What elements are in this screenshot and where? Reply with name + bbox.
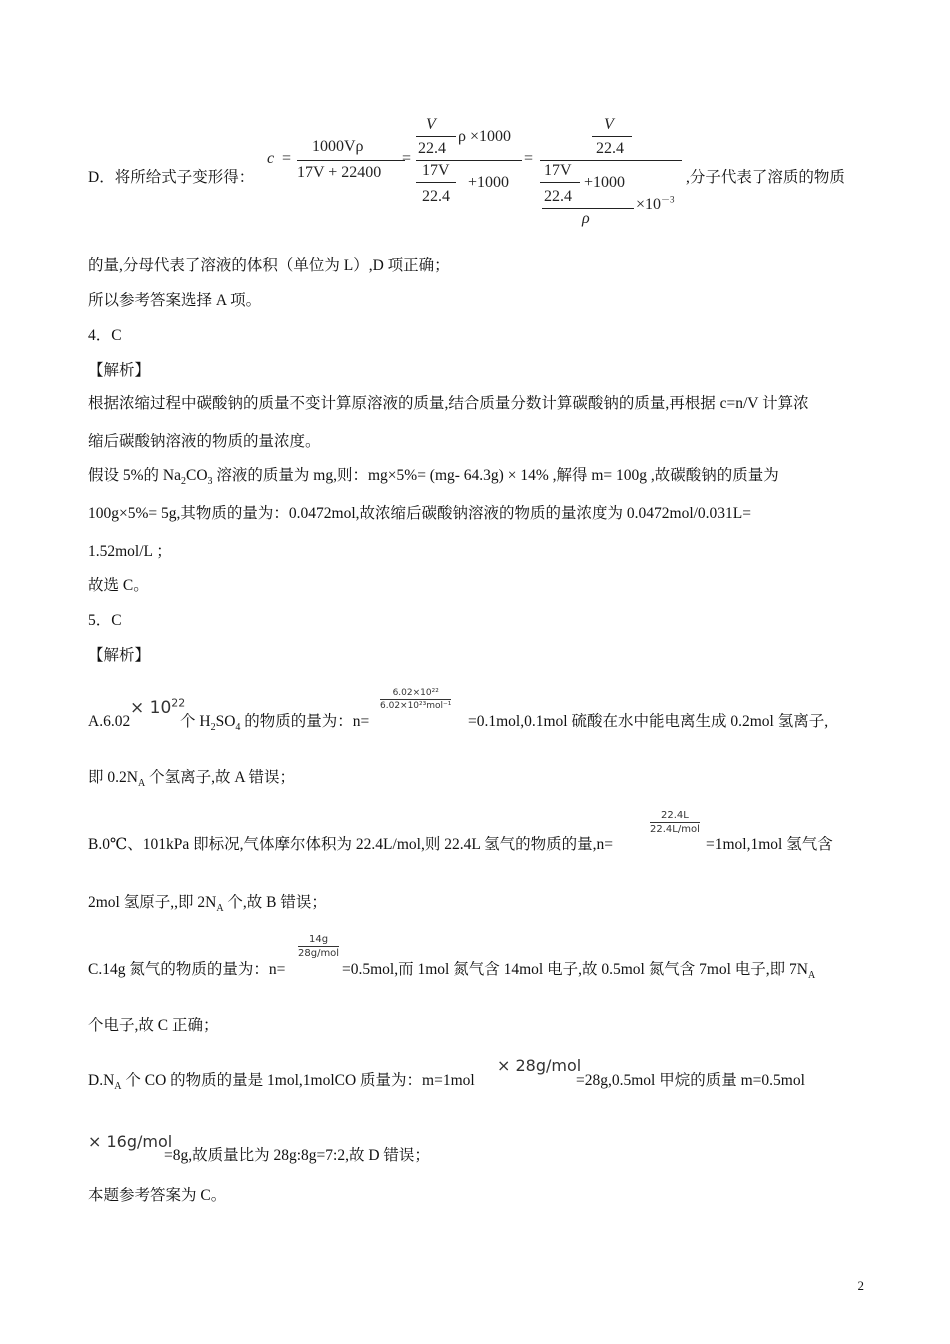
option-d2-line2: =8g,故质量比为 28g:8g=7:2,故 D 错误；: [164, 1147, 430, 1164]
option-d2-times: × 28g/mol: [497, 1056, 582, 1075]
q4-text: 100g×5%= 5g,其物质的量为：0.0472mol,故浓缩后碳酸钠溶液的物质的量浓度为 0.0472mol/0.031L=: [88, 505, 752, 522]
f3-den-rest: +1000: [584, 174, 626, 191]
option-a-text: 个 $H_2SO_4$ 的物质的量为：n=: [180, 713, 370, 734]
option-b-fraction: 22.4L 22.4L/mol: [650, 810, 700, 835]
option-d2-times2: × 16g/mol: [88, 1132, 173, 1151]
option-b-line2: 2mol 氢原子,,即 $2N_A$ 个,故 B 错误；: [88, 894, 327, 915]
f1-den: 17V + 22400: [297, 164, 382, 181]
f2-den-top: 17V: [422, 162, 450, 179]
formula-eq1: =: [282, 150, 292, 167]
f2-num-rest: ρ ×1000: [458, 128, 512, 145]
f2-num-bot: 22.4: [418, 140, 446, 157]
f2-num-top: V: [426, 116, 436, 133]
option-a-line2: 即 $0.2N_A$ 个氢离子,故 A 错误；: [88, 769, 296, 790]
answer-conclusion: 所以参考答案选择 A 项。: [88, 292, 262, 309]
option-d-continuation: 的量,分母代表了溶液的体积（单位为 L）,D 项正确；: [88, 257, 450, 274]
option-a-times10: × $10^{22}$: [130, 696, 186, 718]
formula-d: [262, 112, 684, 236]
option-c-result: =0.5mol,而 1mol 氮气含 14mol 电子,故 0.5mol 氮气含 7mol 电子,即 $7N_A$: [342, 961, 816, 982]
q5-answer: 5．C: [88, 612, 122, 629]
q4-text: 缩后碳酸钠溶液的物质的量浓度。: [88, 433, 321, 450]
formula-eq3: =: [524, 150, 534, 167]
option-b: B.0℃、101kPa 即标况,气体摩尔体积为 22.4L/mol,则 22.4L 氢气的物质的量,n=: [88, 836, 613, 853]
q4-text: 故选 C。: [88, 577, 149, 594]
option-d2-result: =28g,0.5mol 甲烷的质量 m=0.5mol: [576, 1072, 805, 1089]
f2-den-bot: 22.4: [422, 188, 450, 205]
q4-text: 根据浓缩过程中碳酸钠的质量不变计算原溶液的质量,结合质量分数计算碳酸钠的质量,再根据 c=n/V 计算浓: [88, 395, 809, 412]
option-a-result: =0.1mol,0.1mol 硫酸在水中能电离生成 0.2mol 氢离子,: [468, 713, 829, 730]
option-c-line2: 个电子,故 C 正确；: [88, 1017, 219, 1034]
option-d-suffix: ,分子代表了溶质的物质: [686, 169, 845, 186]
f2-den-rest: +1000: [468, 174, 510, 191]
formula-c: c: [267, 150, 275, 167]
final-answer: 本题参考答案为 C。: [88, 1187, 227, 1204]
option-c-fraction: 14g 28g/mol: [298, 934, 340, 959]
option-c: C.14g 氮气的物质的量为：n=: [88, 961, 286, 978]
f3-pow: $\times 10^{-3}$: [636, 194, 675, 213]
option-a: A.6.02: [88, 713, 131, 730]
f3-rho: ρ: [582, 210, 590, 227]
f3-num-top: V: [604, 116, 614, 133]
option-a-fraction: 6.02×10²² 6.02×10²³mol⁻¹: [380, 688, 452, 711]
f3-den-bot: 22.4: [544, 188, 572, 205]
page-number: 2: [857, 1278, 864, 1293]
q4-analysis-heading: 【解析】: [88, 362, 151, 379]
q4-text: 1.52mol/L ；: [88, 543, 172, 560]
option-b-result: =1mol,1mol 氢气含: [706, 836, 833, 853]
q5-analysis-heading: 【解析】: [88, 647, 151, 664]
formula-eq2: =: [402, 150, 412, 167]
option-d-prefix: D．将所给式子变形得：: [88, 169, 255, 186]
f3-den-top: 17V: [544, 162, 572, 179]
option-d2: $D.N_A$ 个 CO 的物质的量是 1mol,1molCO 质量为：m=1mol: [88, 1072, 475, 1093]
q4-text: 假设 5%的 $Na_2CO_3$ 溶液的质量为 mg,则：mg×5%= (mg- 64.3g) × 14% ,解得 m= 100g ,故碳酸钠的质量为: [88, 467, 779, 488]
f1-num: 1000Vρ: [312, 138, 364, 155]
q4-answer: 4．C: [88, 327, 122, 344]
f3-num-bot: 22.4: [596, 140, 624, 157]
